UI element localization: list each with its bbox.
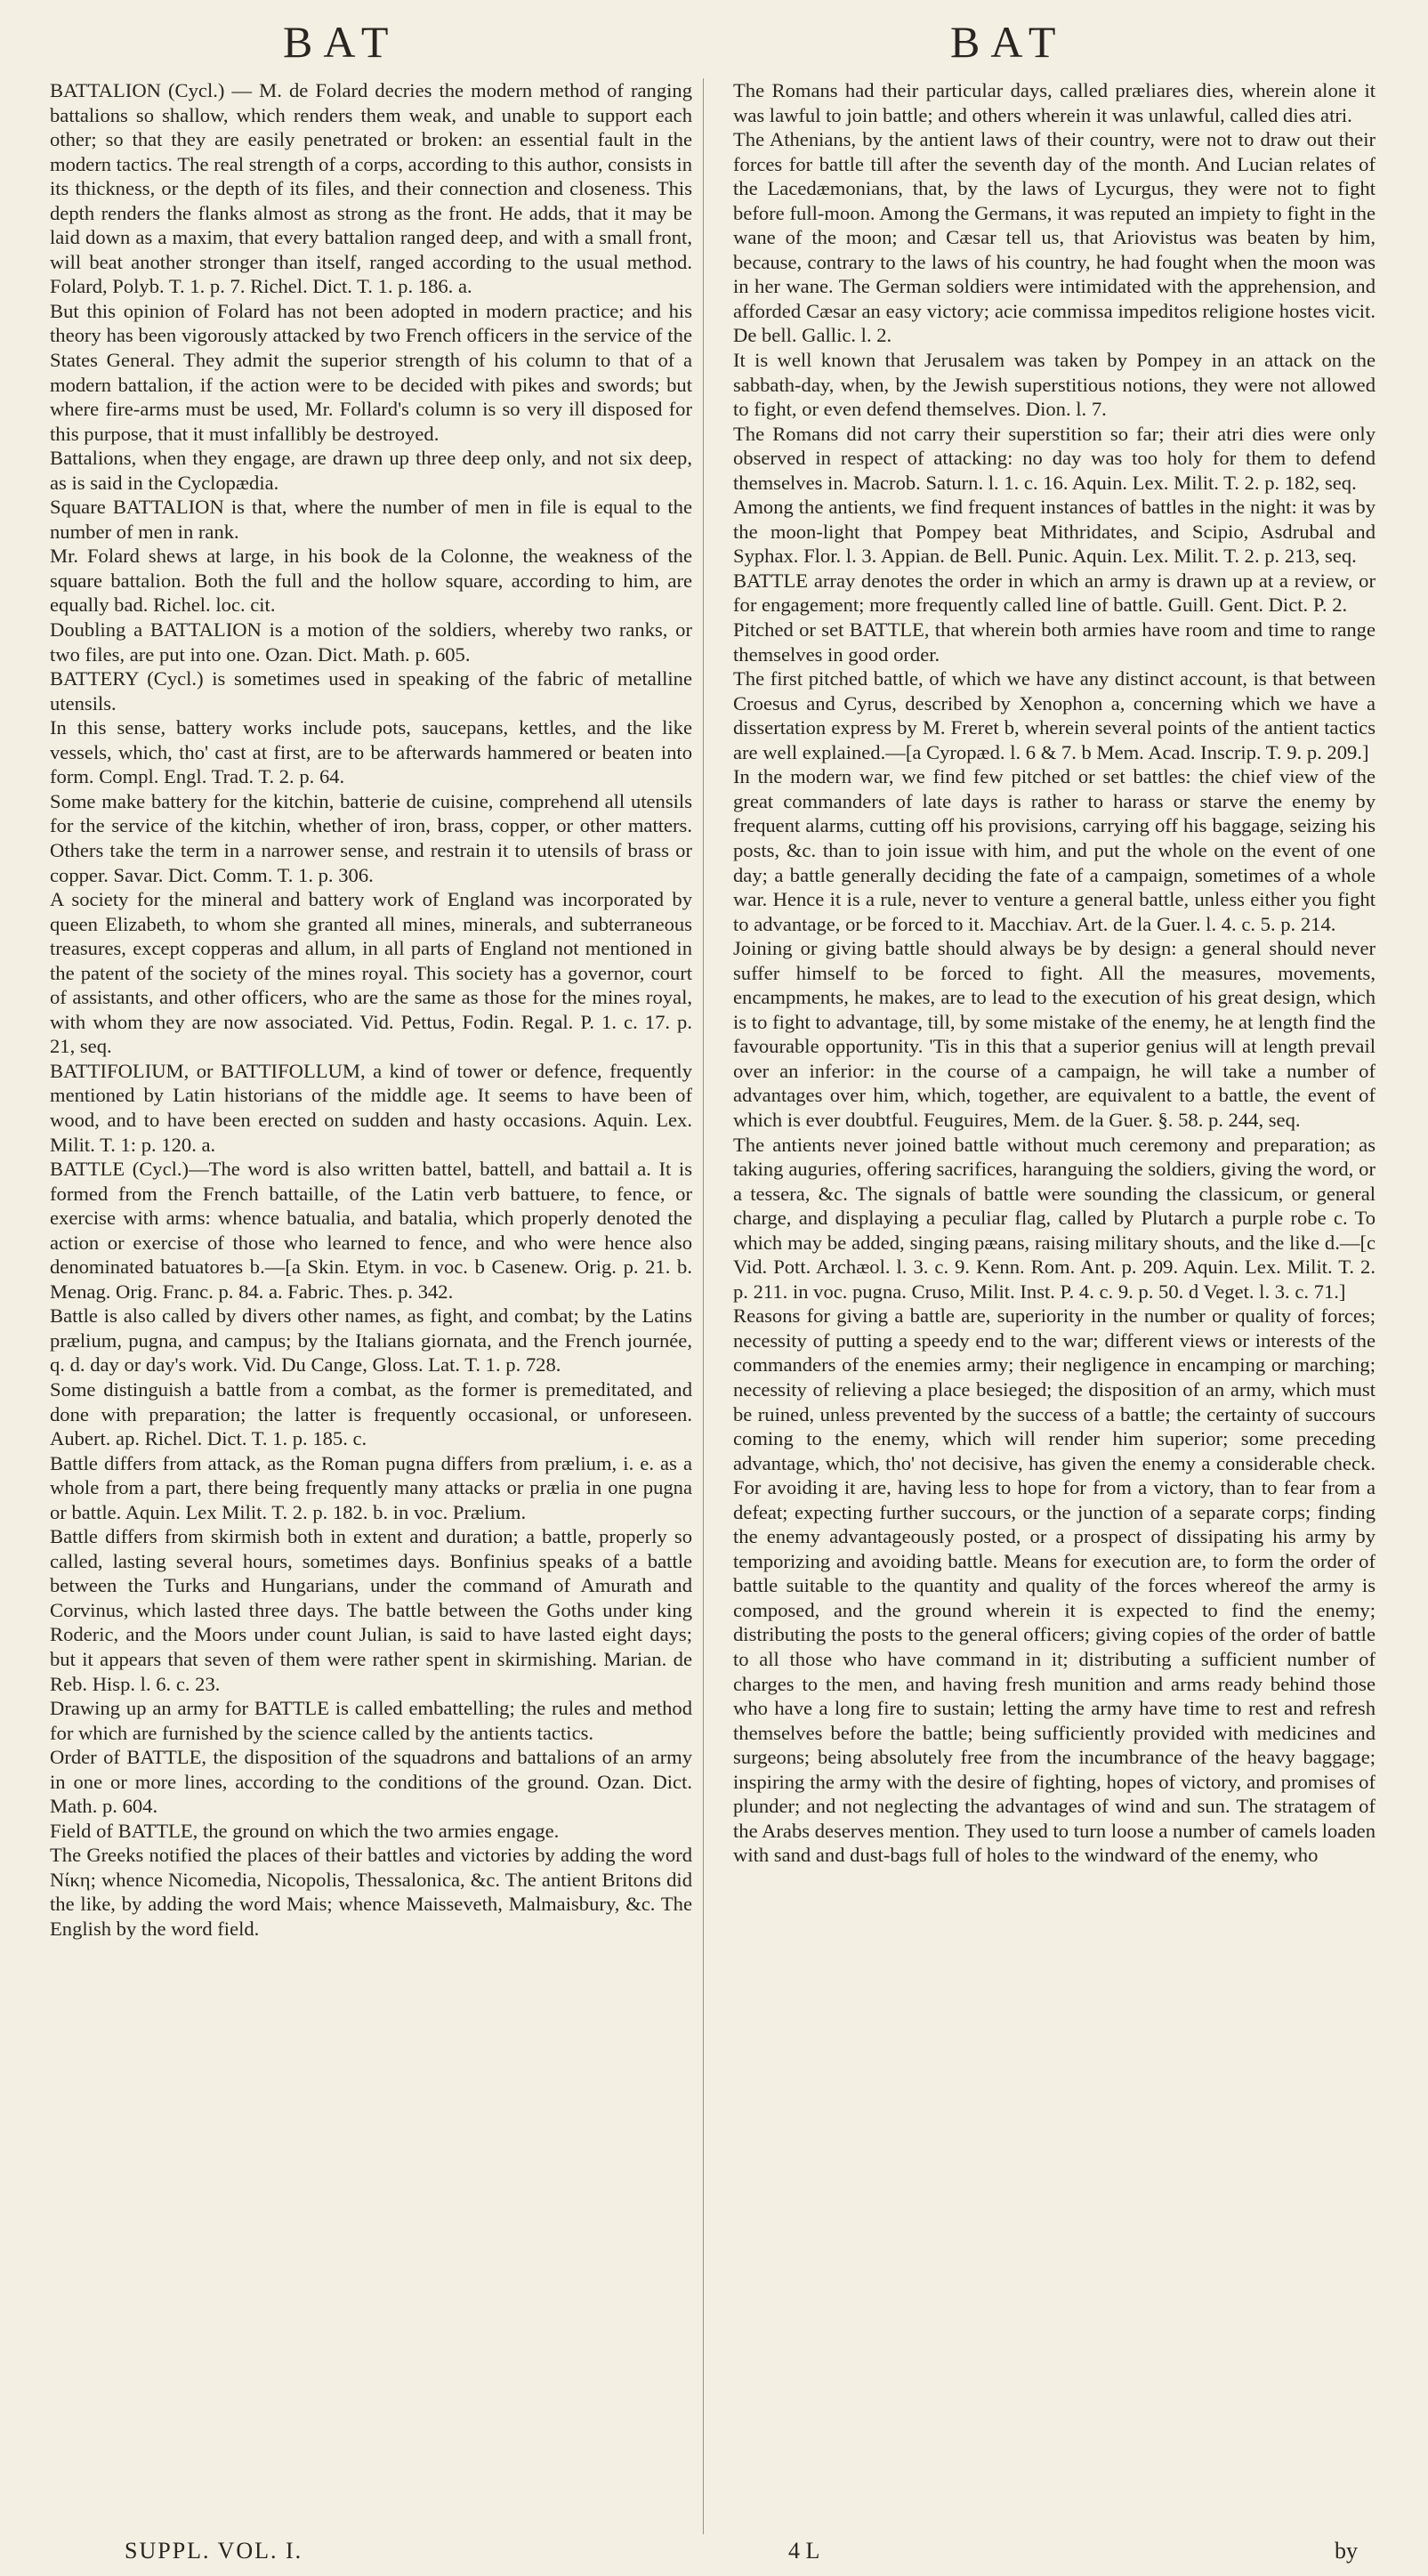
paragraph: In this sense, battery works include pots, saucepans, kettles, and the like vessels, which, tho' cast at first, are to be afterwards hammered or beaten into form. Compl. Engl. Trad. T. 2. p. 64. bbox=[50, 716, 692, 788]
paragraph: It is well known that Jerusalem was taken by Pompey in an attack on the sabbath-day, when, by the Jewish superstitious notions, they were not allowed to fight, or even defend themselves. Dion. l. 7. bbox=[733, 349, 1376, 421]
entry-square-battalion: Square BATTALION is that, where the number of men in file is equal to the number of men in rank. bbox=[50, 496, 692, 543]
paragraph: Some distinguish a battle from a combat, as the former is premeditated, and done with preparation; the latter is frequently occasional, or unforeseen. Aubert. ap. Richel. Dict. T. 1. p. 185. c. bbox=[50, 1377, 692, 1450]
entry-doubling-battalion: Doubling a BATTALION is a motion of the soldiers, whereby two ranks, or two files, are put into one. Ozan. Dict. Math. p. 605. bbox=[50, 618, 692, 666]
paragraph: Mr. Folard shews at large, in his book de la Colonne, the weakness of the square battalion. Both the full and the hollow square, according to him, are equally bad. Richel. loc. cit. bbox=[50, 545, 692, 617]
paragraph: A society for the mineral and battery work of England was incorporated by queen Elizabeth, to whom she granted all mines, minerals, and subterraneous treasures, except copperas and allum, in all parts of England not mentioned in the patent of the society of the mines royal. This society has a governor, court of assistants, and other officers, who are the same as those for the mines royal, with whom they are now associated. Vid. Pettus, Fodin. Regal. P. 1. c. 17. p. 21, seq. bbox=[50, 888, 692, 1058]
paragraph: Battle is also called by divers other names, as fight, and combat; by the Latins prælium, pugna, and campus; by the Italians giornata, and the French journée, q. d. day or day's work. Vid. Du Cange, Gloss. Lat. T. 1. p. 728. bbox=[50, 1304, 692, 1377]
column-divider bbox=[703, 78, 704, 2534]
paragraph: But this opinion of Folard has not been adopted in modern practice; and his theory has been vigorously attacked by two French officers in the service of the States General. They admit the superior strength of his column to that of a modern battalion, if the action were to be decided with pikes and swords; but where fire-arms must be used, Mr. Follard's column is so very ill disposed for this purpose, that it must infallibly be destroyed. bbox=[50, 299, 692, 445]
entry-order-of-battle: Order of BATTLE, the disposition of the squadrons and battalions of an army in one or more lines, according to the conditions of the ground. Ozan. Dict. Math. p. 604. bbox=[50, 1746, 692, 1818]
entry-battle: BATTLE (Cycl.)—The word is also written battel, battell, and battail a. It is formed from the French battaille, of the Latin verb battuere, to fence, or exercise with arms: whence batualia, and batalia, which properly denoted the action or exercise of those who learned to fence, and who were hence also denominated batuatores b.—[a Skin. Etym. in voc. b Casenew. Orig. p. 21. b. Menag. Orig. Franc. p. 84. a. Fabric. Thes. p. 342. bbox=[50, 1158, 692, 1303]
right-column bbox=[733, 78, 1376, 2516]
page-footer bbox=[0, 2538, 1428, 2573]
paragraph: The first pitched battle, of which we have any distinct account, is that between Croesus and Cyrus, described by Xenophon a, concerning which we have a dissertation express by M. Freret b, wherein several points of the antient tactics are well explained.—[a Cyropæd. l. 6 & 7. b Mem. Acad. Inscrip. T. 9. p. 209.] bbox=[733, 667, 1376, 763]
catchword: by bbox=[1335, 2538, 1358, 2564]
entry-battalion: BATTALION (Cycl.) — M. de Folard decries the modern method of ranging battalions so shallow, which renders them weak, and unable to support each other; so that they are easily penetrated or broken: an essential fault in the modern tactics. The real strength of a corps, according to this author, consists in its thickness, or the depth of its files, and their connection and closeness. This depth renders the flanks almost as strong as the front. He adds, that it may be laid down as a maxim, that every battalion ranged deep, and with a small front, will beat another stronger than itself, ranged according to the usual method. Folard, Polyb. T. 1. p. 7. Richel. Dict. T. 1. p. 186. a. bbox=[50, 79, 692, 298]
paragraph: The Romans did not carry their superstition so far; their atri dies were only observed in respect of attacking: no day was too holy for them to defend themselves in. Macrob. Saturn. l. 1. c. 16. Aquin. Lex. Milit. T. 2. p. 182, seq. bbox=[733, 422, 1376, 494]
paragraph: The Athenians, by the antient laws of their country, were not to draw out their forces for battle till after the seventh day of the month. And Lucian relates of the Lacedæmonians, that, by the laws of Lycurgus, they were not to fight before full-moon. Among the Germans, it was reputed an impiety to fight in the wane of the moon; and Cæsar tell us, that Ariovistus was beaten by him, because, contrary to the laws of his country, he had fought when the moon was in her wane. The German soldiers were intimidated with the apprehension, and afforded Cæsar an easy victory; acie commissa impeditos religione hostes vicit. De bell. Gallic. l. 2. bbox=[733, 128, 1376, 347]
entry-drawing-up: Drawing up an army for BATTLE is called embattelling; the rules and method for which are furnished by the science called by the antients tactics. bbox=[50, 1697, 692, 1744]
running-head bbox=[0, 16, 1428, 69]
paragraph: Among the antients, we find frequent instances of battles in the night: it was by the moon-light that Pompey beat Mithridates, and Scipio, Asdrubal and Syphax. Flor. l. 3. Appian. de Bell. Punic. Aquin. Lex. Milit. T. 2. p. 213, seq. bbox=[733, 496, 1376, 568]
paragraph: The Romans had their particular days, called præliares dies, wherein alone it was lawful to join battle; and others wherein it was unlawful, called dies atri. bbox=[733, 79, 1376, 126]
entry-battle-array: BATTLE array denotes the order in which an army is drawn up at a review, or for engagement; more frequently called line of battle. Guill. Gent. Dict. P. 2. bbox=[733, 569, 1376, 617]
paragraph: Reasons for giving a battle are, superiority in the number or quality of forces; necessity of putting a speedy end to the war; different views or interests of the commanders of the enemies army; their negligence in encamping or marching; necessity of relieving a place besieged; the disposition of an army, which must be ruined, unless prevented by the success of a battle; the certainty of succours coming to the enemy, which will render him superior; some preceding advantage, which, tho' not decisive, has given the enemy a considerable check. For avoiding it are, having less to hope for from a victory, than to fear from a defeat; expecting further succours, or the junction of a separate corps; finding the enemy advantageously posted, or a prospect of dissipating his army by temporizing and avoiding battle. Means for execution are, to form the order of battle suitable to the quantity and quality of the forces whereof the army is composed, and the ground wherein it is expected to find the enemy; distributing the posts to the general officers; giving copies of the order of battle to all those who have command in it; distributing a sufficient number of charges to the men, and having fresh munition and arms ready behind those who have a long fire to sustain; letting the army have time to rest and refresh themselves before the battle; being sufficiently provided with medicines and surgeons; being absolutely free from the incumbrance of the heavy baggage; inspiring the army with the desire of fighting, hopes of victory, and promises of plunder; and not neglecting the advantages of wind and sun. The stratagem of the Arabs deserves mention. They used to turn loose a number of camels loaden with sand and dust-bags full of holes to the windward of the enemy, who bbox=[733, 1304, 1376, 1867]
paragraph: Battle differs from skirmish both in extent and duration; a battle, properly so called, lasting several hours, sometimes days. Bonfinius speaks of a battle between the Turks and Hungarians, under the command of Amurath and Corvinus, which lasted three days. The battle between the Goths under king Roderic, and the Moors under count Julian, is said to have lasted eight days; but it appears that seven of them were rather spent in skirmishing. Marian. de Reb. Hisp. l. 6. c. 23. bbox=[50, 1525, 692, 1695]
volume-label: SUPPL. VOL. I. bbox=[125, 2538, 303, 2564]
paragraph: Battle differs from attack, as the Roman pugna differs from prælium, i. e. as a whole from a part, there being frequently many attacks or prælia in one pugna or battle. Aquin. Lex Milit. T. 2. p. 182. b. in voc. Prælium. bbox=[50, 1451, 692, 1523]
entry-field-of-battle: Field of BATTLE, the ground on which the two armies engage. bbox=[50, 1819, 560, 1842]
paragraph: Battalions, when they engage, are drawn up three deep only, and not six deep, as is said in the Cyclopædia. bbox=[50, 447, 692, 494]
paragraph: The antients never joined battle without much ceremony and preparation; as taking auguries, offering sacrifices, haranguing the soldiers, giving the word, or a tessera, &c. The signals of battle were sounding the classicum, or general charge, and displaying a peculiar flag, called by Plutarch a purple robe c. To which may be added, singing pæans, raising military shouts, and the like d.—[c Vid. Pott. Archæol. l. 3. c. 9. Kenn. Rom. Ant. p. 209. Aquin. Lex. Milit. T. 2. p. 211. in voc. pugna. Cruso, Milit. Inst. P. 4. c. 9. p. 50. d Veget. l. 3. c. 71.] bbox=[733, 1133, 1376, 1303]
paragraph: Some make battery for the kitchin, batterie de cuisine, comprehend all utensils for the service of the kitchin, whether of iron, brass, copper, or other matters. Others take the term in a narrower sense, and restrain it to utensils of brass or copper. Savar. Dict. Comm. T. 1. p. 306. bbox=[50, 789, 692, 886]
paragraph: The Greeks notified the places of their battles and victories by adding the word Νίκη; whence Nicomedia, Nicopolis, Thessalonica, &c. The antient Britons did the like, by adding the word Mais; whence Maisseveth, Malmaisbury, &c. The English by the word field. bbox=[50, 1844, 692, 1941]
entry-pitched-battle: Pitched or set BATTLE, that wherein both armies have room and time to range themselves in good order. bbox=[733, 618, 1376, 666]
paragraph: Joining or giving battle should always be by design: a general should never suffer himself to be forced to fight. All the measures, movements, encampments, he makes, are to lead to the execution of his great design, which is to fight to advantage, till, by some mistake of the enemy, he at length find the favourable opportunity. 'Tis in this that a superior genius will at length prevail over an inferior: in the course of a campaign, he will take a number of advantages over him, which, together, are equivalent to a battle, the event of which is ever doubtful. Feuguires, Mem. de la Guer. §. 58. p. 244, seq. bbox=[733, 937, 1376, 1131]
running-head-left: BAT bbox=[283, 17, 399, 67]
left-column bbox=[50, 78, 692, 2516]
entry-battery: BATTERY (Cycl.) is sometimes used in speaking of the fabric of metalline utensils. bbox=[50, 667, 692, 715]
entry-battifolium: BATTIFOLIUM, or BATTIFOLLUM, a kind of tower or defence, frequently mentioned by Latin historians of the middle age. It seems to have been of wood, and to have been erected on sudden and hasty occasions. Aquin. Lex. Milit. T. 1: p. 120. a. bbox=[50, 1059, 692, 1156]
signature-mark: 4 L bbox=[788, 2538, 820, 2564]
paragraph: In the modern war, we find few pitched or set battles: the chief view of the great commanders of late days is rather to harass or starve the enemy by frequent alarms, cutting off his provisions, carrying off his baggage, seizing his posts, &c. than to join issue with him, and put the whole on the event of one day; a battle generally deciding the fate of a campaign, sometimes of a whole war. Hence it is a rule, never to venture a general battle, unless either you fight to advantage, or be forced to it. Macchiav. Art. de la Guer. l. 4. c. 5. p. 214. bbox=[733, 765, 1376, 935]
running-head-right: BAT bbox=[950, 17, 1067, 67]
